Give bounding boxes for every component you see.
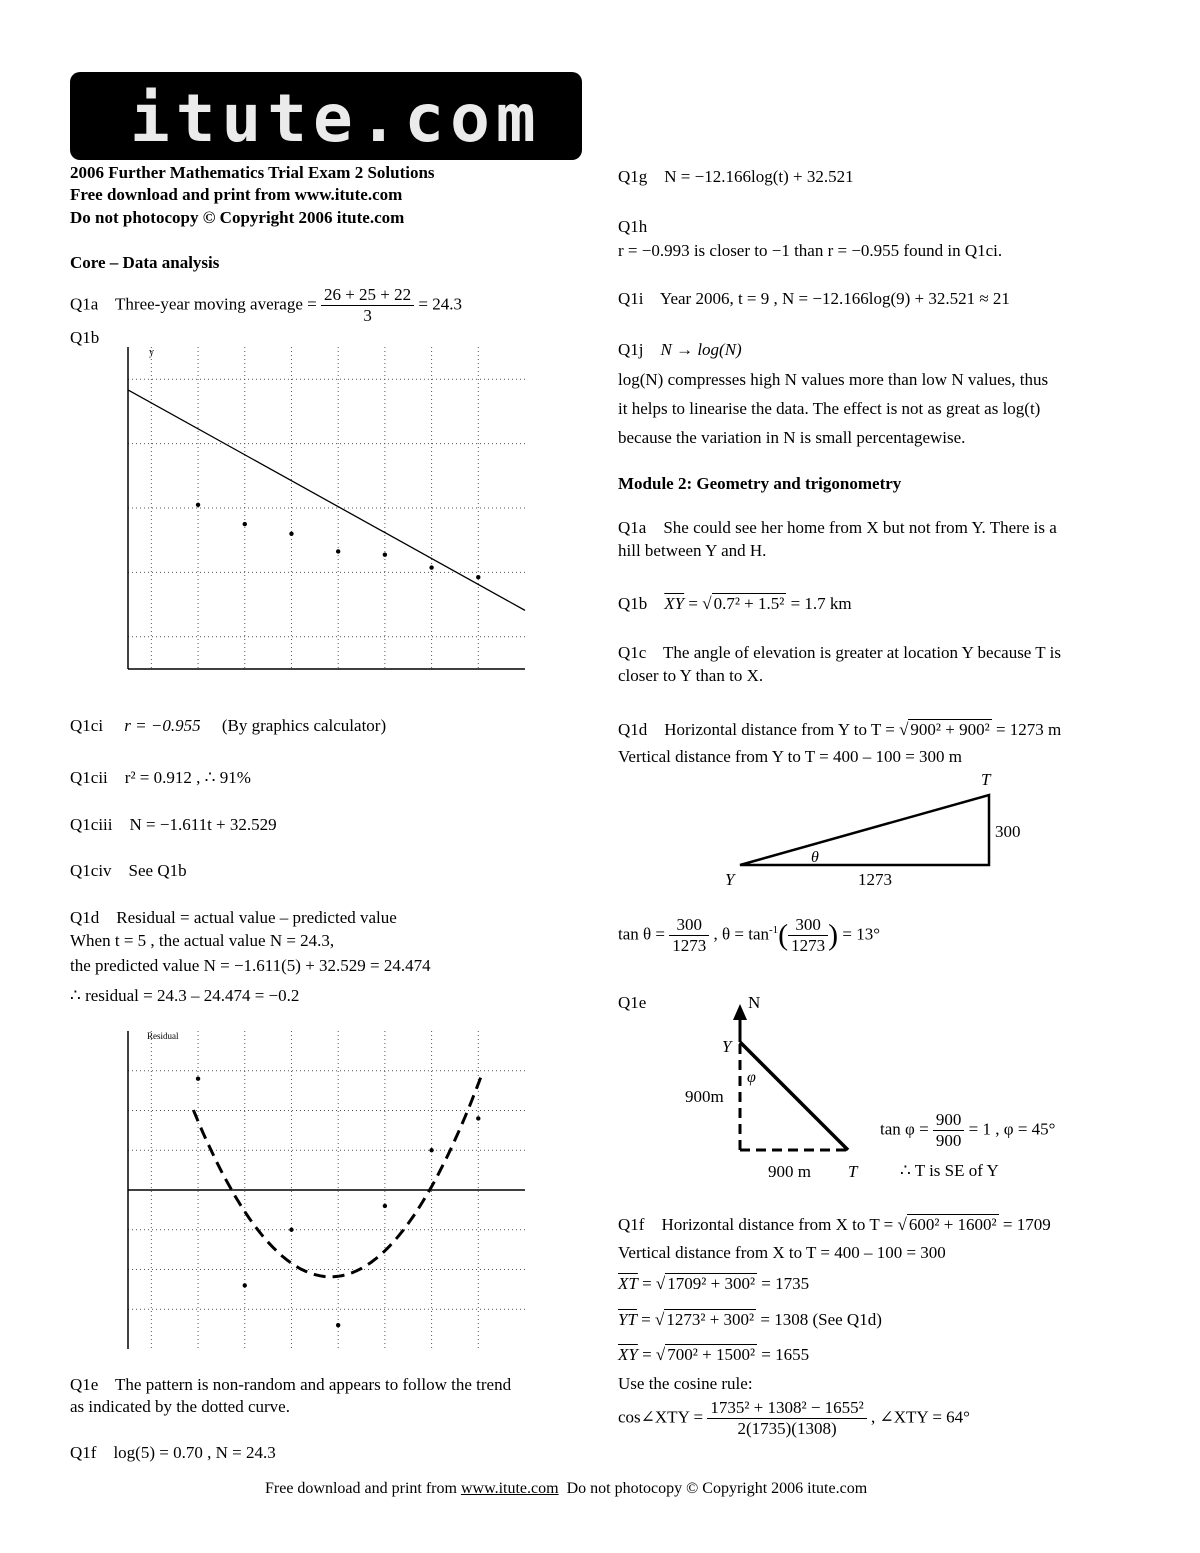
m2q1e-tan — [880, 1110, 1055, 1151]
label-T: T — [981, 770, 991, 789]
label-900m: 900m — [685, 1087, 724, 1106]
q1d-text: Residual = actual value – predicted value — [116, 908, 397, 927]
q1e-line1 — [70, 1375, 511, 1395]
chart1-grid — [128, 347, 525, 669]
bearing-diagram — [680, 990, 880, 1190]
q1d-line3: the predicted value N = −1.611(5) + 32.529 = 24.474 — [70, 956, 431, 975]
m2q1d-text: Horizontal distance from Y to T = — [664, 720, 895, 739]
q-label: Q1a — [70, 294, 99, 314]
tan-inv-fraction — [788, 915, 828, 956]
q1a-den: 3 — [363, 306, 372, 325]
q-label: Q1cii — [70, 768, 108, 787]
label-900-m: 900 m — [768, 1162, 811, 1181]
m2q1f-radicand: 600² + 1600² — [908, 1215, 997, 1234]
chart2-point — [383, 1204, 387, 1208]
label-300: 300 — [995, 822, 1021, 841]
m2q1b-radicand: 0.7² + 1.5² — [713, 594, 785, 613]
doc-copyright: Do not photocopy © Copyright 2006 itute.com — [70, 208, 405, 227]
cos-result: , ∠XTY = 64° — [871, 1407, 970, 1427]
q1f — [70, 1443, 276, 1463]
label-theta: θ — [811, 849, 819, 866]
tanphi-lhs: tan φ = — [880, 1119, 929, 1139]
triangle-diagram — [715, 765, 1045, 893]
m2q1f-cosine — [618, 1398, 970, 1439]
chart1-point — [196, 503, 200, 507]
tan-result: = 13° — [842, 924, 881, 944]
footer-link[interactable]: www.itute.com — [460, 1480, 559, 1497]
doc-subtitle: Free download and print from www.itute.com — [70, 185, 403, 204]
q-label: Q1e — [70, 1375, 99, 1394]
m2q1b: Q1b $\overline{XY}$ = √ 0.7² + 1.5² = 1.7 km — [618, 594, 852, 613]
q1ci-expr: r = −0.955 — [124, 716, 201, 735]
itute-logo — [70, 72, 582, 160]
m2q1b-result: = 1.7 km — [790, 594, 852, 613]
chart2-point — [196, 1077, 200, 1081]
m2q1a-line2: hill between Y and H. — [618, 541, 767, 560]
q-label: Q1g — [618, 167, 648, 186]
q1h-label: Q1h — [618, 217, 648, 236]
q-label: Q1f — [618, 1215, 645, 1234]
chart2-point — [336, 1323, 340, 1327]
m2q1b-lhs: $\overline{XY}$ — [664, 594, 685, 613]
m2q1e-label: Q1e — [618, 993, 647, 1012]
q1j-line1: log(N) compresses high N values more than low N values, thus — [618, 370, 1049, 389]
footer-pre: Free download and print from — [265, 1480, 457, 1497]
q1ci — [70, 716, 386, 736]
m2q1c-text: The angle of elevation is greater at location Y because T is — [663, 643, 1061, 662]
q1cii-expr: r² = 0.912 , ∴ 91% — [124, 768, 251, 787]
q-label: Q1d — [618, 720, 648, 739]
q1d-line1 — [70, 908, 397, 928]
tan-fraction — [669, 915, 709, 956]
m2q1f-xt: $\overline{XT}$ = √ 1709² + 300² = 1735 — [618, 1274, 810, 1293]
logo-text: itute.com — [130, 80, 542, 157]
q-label: Q1civ — [70, 861, 112, 880]
cos-num: 1735² + 1308² − 1655² — [707, 1398, 866, 1419]
chart1-point — [383, 552, 387, 556]
q1g-expr: N = −12.166log(t) + 32.521 — [664, 167, 854, 186]
tan-lhs: tan θ = — [618, 924, 665, 944]
label-N: N — [748, 993, 761, 1012]
chart1-point — [243, 522, 247, 526]
m2q1a-line1 — [618, 518, 1057, 538]
tanphi-fraction — [933, 1110, 965, 1151]
cos-lhs: cos∠XTY = — [618, 1407, 704, 1427]
q1f-expr: log(5) = 0.70 , N = 24.3 — [113, 1443, 276, 1462]
tanphi-rhs: = 1 , φ = 45° — [968, 1119, 1056, 1139]
xy-radicand: 700² + 1500² — [667, 1345, 756, 1364]
m2q1c-line2: closer to Y than to X. — [618, 666, 764, 685]
q-label: Q1c — [618, 643, 647, 662]
yt-result: = 1308 (See Q1d) — [760, 1310, 882, 1329]
cos-den: 2(1735)(1308) — [737, 1419, 837, 1438]
section-core: Core – Data analysis — [70, 253, 220, 272]
chart1-point — [476, 575, 480, 579]
m2q1b-eq: = — [688, 594, 698, 613]
xy-result: = 1655 — [761, 1345, 810, 1364]
triangle-shape — [740, 795, 989, 865]
q1civ — [70, 861, 187, 881]
q1h-text: r = −0.993 is closer to −1 than r = −0.955 found in Q1ci. — [618, 241, 1003, 260]
section-module2: Module 2: Geometry and trigonometry — [618, 474, 902, 493]
chart2-trend-curve — [193, 1071, 483, 1276]
tan-den: 1273 — [672, 936, 707, 955]
tan-inv-den: 1273 — [791, 936, 826, 955]
q1e-line2: as indicated by the dotted curve. — [70, 1397, 290, 1416]
m2q1f-result: = 1709 — [1002, 1215, 1051, 1234]
chart1-point — [336, 549, 340, 553]
q1i-expr: Year 2006, t = 9 , N = −12.166log(9) + 32.521 ≈ 21 — [659, 289, 1010, 308]
m2q1d-tan: tan θ = $\frac{300}{1273}$ , $\theta = \tan^{-1}$( $\frac{300}{1273}$ ) = 13° — [618, 915, 881, 955]
q1j-expr: N → log(N) — [660, 340, 742, 359]
m2q1c-line1 — [618, 643, 1061, 663]
chart1-trendline — [128, 390, 525, 610]
label-T2: T — [848, 1162, 858, 1181]
yt-lhs: $\overline{YT}$ — [618, 1310, 637, 1329]
q1g — [618, 167, 854, 187]
chart1-point — [289, 532, 293, 536]
q1a-fraction — [321, 285, 414, 326]
label-1273: 1273 — [858, 870, 892, 889]
m2q1f-line1: Q1f Horizontal distance from X to T = √ 600² + 1600² = 1709 — [618, 1215, 1051, 1234]
q1a-num: 26 + 25 + 22 — [321, 285, 414, 306]
label-Y: Y — [725, 870, 735, 889]
footer-post: Do not photocopy © Copyright 2006 itute.com — [566, 1480, 868, 1497]
label-phi: φ — [747, 1069, 756, 1086]
q-label: Q1d — [70, 908, 100, 927]
q-label: Q1i — [618, 289, 644, 308]
m2q1d-result: = 1273 m — [995, 720, 1062, 739]
m2q1d-line1: Q1d Horizontal distance from Y to T = √ 900² + 900² = 1273 m — [618, 720, 1062, 739]
q1ciii-expr: N = −1.611t + 32.529 — [129, 815, 277, 834]
m2q1d-line2: Vertical distance from Y to T = 400 – 100 = 300 m — [618, 747, 963, 766]
q1a — [70, 285, 462, 326]
q-label: Q1f — [70, 1443, 97, 1462]
chart2-point — [476, 1116, 480, 1120]
m2q1f-line2: Vertical distance from X to T = 400 – 100 = 300 — [618, 1243, 946, 1262]
q1ciii — [70, 815, 277, 835]
m2q1a-text: She could see her home from X but not from Y. There is a — [663, 518, 1057, 537]
xt-radicand: 1709² + 300² — [667, 1274, 756, 1293]
q1d-line4: ∴ residual = 24.3 – 24.474 = −0.2 — [70, 986, 300, 1005]
q1j-line2: it helps to linearise the data. The effect is not as great as log(t) — [618, 399, 1041, 418]
q-label: Q1a — [618, 518, 647, 537]
hypotenuse-line — [740, 1042, 848, 1150]
m2q1d-radicand: 900² + 900² — [910, 720, 990, 739]
m2q1e-conclusion: ∴ T is SE of Y — [900, 1161, 999, 1180]
q1cii — [70, 768, 251, 788]
chart2-title: Residual — [147, 1031, 179, 1041]
tan-inverse-sup: -1 — [769, 923, 779, 936]
chart2-point — [243, 1283, 247, 1287]
q1j — [618, 340, 742, 360]
q1ci-note: (By graphics calculator) — [221, 716, 387, 735]
chart1-point — [429, 565, 433, 569]
q1e-text: The pattern is non-random and appears to follow the trend — [115, 1375, 512, 1394]
q-label: Q1b — [618, 594, 648, 613]
q1b-label: Q1b — [70, 328, 100, 347]
xt-lhs: $\overline{XT}$ — [618, 1274, 638, 1293]
q1a-result: = 24.3 — [418, 294, 462, 314]
q1d-line2: When t = 5 , the actual value N = 24.3, — [70, 931, 335, 950]
xy-lhs: $\overline{XY}$ — [618, 1345, 638, 1364]
q-label: Q1j — [618, 340, 644, 359]
scatter-chart-1 — [125, 343, 530, 673]
tan-inv-num: 300 — [788, 915, 828, 936]
tanphi-den: 900 — [935, 1131, 962, 1150]
tan-mid: , θ = tan — [713, 924, 769, 944]
q1j-line3: because the variation in N is small percentagewise. — [618, 428, 966, 447]
residual-chart — [125, 1027, 530, 1352]
chart1-ylabel: y — [149, 347, 154, 358]
m2q1f-xy: $\overline{XY}$ = √ 700² + 1500² = 1655 — [618, 1345, 810, 1364]
tan-num: 300 — [669, 915, 709, 936]
q1i — [618, 289, 1010, 309]
chart2-point — [289, 1228, 293, 1232]
doc-title: 2006 Further Mathematics Trial Exam 2 Solutions — [70, 163, 435, 182]
xt-result: = 1735 — [761, 1274, 810, 1293]
m2q1f-yt: $\overline{YT}$ = √ 1273² + 300² = 1308 (See Q1d) — [618, 1310, 882, 1329]
m2q1f-line6: Use the cosine rule: — [618, 1374, 753, 1393]
chart2-point — [429, 1148, 433, 1152]
cos-fraction — [707, 1398, 866, 1439]
m2q1f-text: Horizontal distance from X to T = — [661, 1215, 894, 1234]
tanphi-num: 900 — [933, 1110, 965, 1131]
q-label: Q1ci — [70, 716, 104, 735]
q1a-text: Three-year moving average = — [115, 294, 317, 314]
q-label: Q1ciii — [70, 815, 113, 834]
footer — [265, 1480, 867, 1498]
q1civ-text: See Q1b — [128, 861, 187, 880]
label-Y2: Y — [722, 1037, 732, 1056]
yt-radicand: 1273² + 300² — [666, 1310, 755, 1329]
